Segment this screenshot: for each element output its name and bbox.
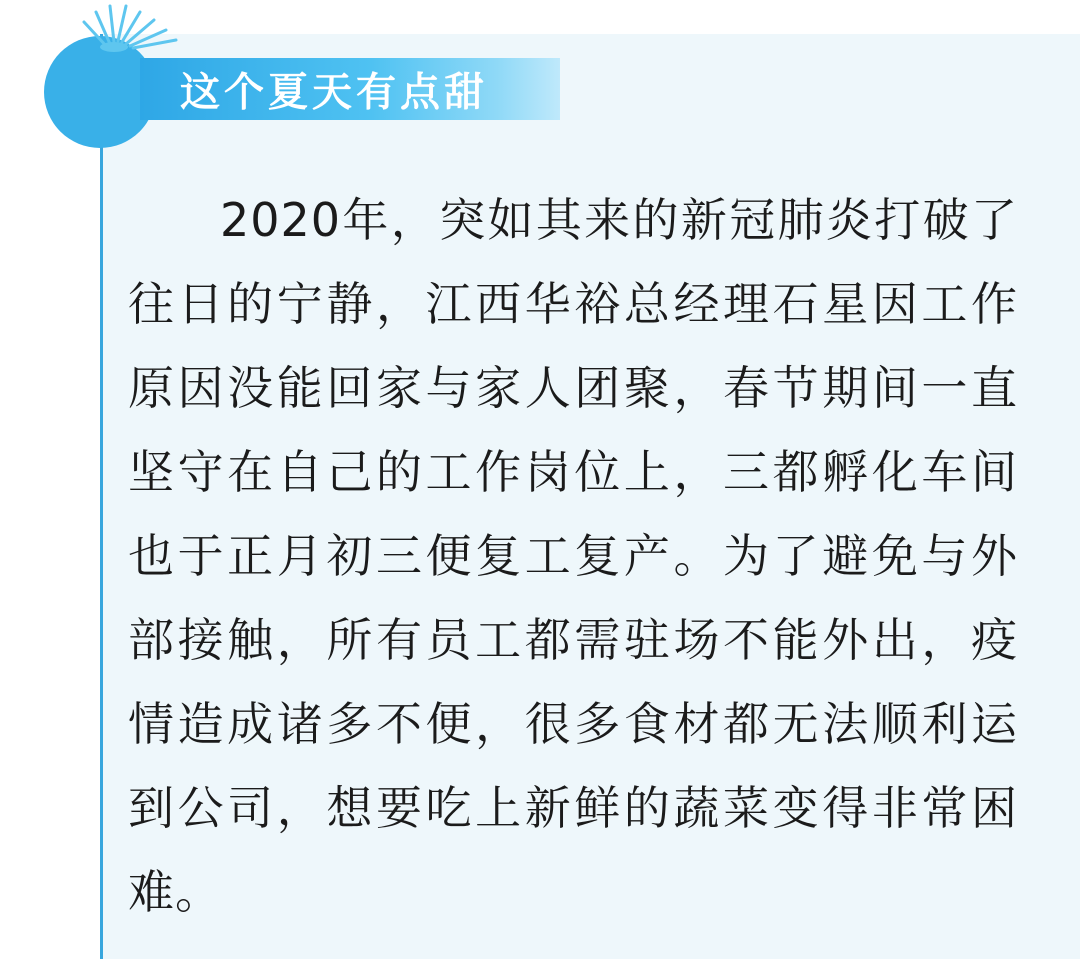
page-title: 这个夏天有点甜 — [180, 69, 488, 116]
body-paragraph: 2020年，突如其来的新冠肺炎打破了往日的宁静，江西华裕总经理石星因工作原因没能回家与家人团聚，春节期间一直坚守在自己的工作岗位上，三都孵化车间也于正月初三便复工复产。为了避免与外部接触，所有员工都需驻场不能外出，疫情造成诸多不便，很多食材都无法顺利运到公司，想要吃上新鲜的蔬菜变得非常困难。 — [128, 193, 1018, 919]
vertical-divider — [100, 34, 103, 959]
decorative-burst-icon — [78, 0, 188, 52]
title-ribbon — [140, 58, 560, 120]
